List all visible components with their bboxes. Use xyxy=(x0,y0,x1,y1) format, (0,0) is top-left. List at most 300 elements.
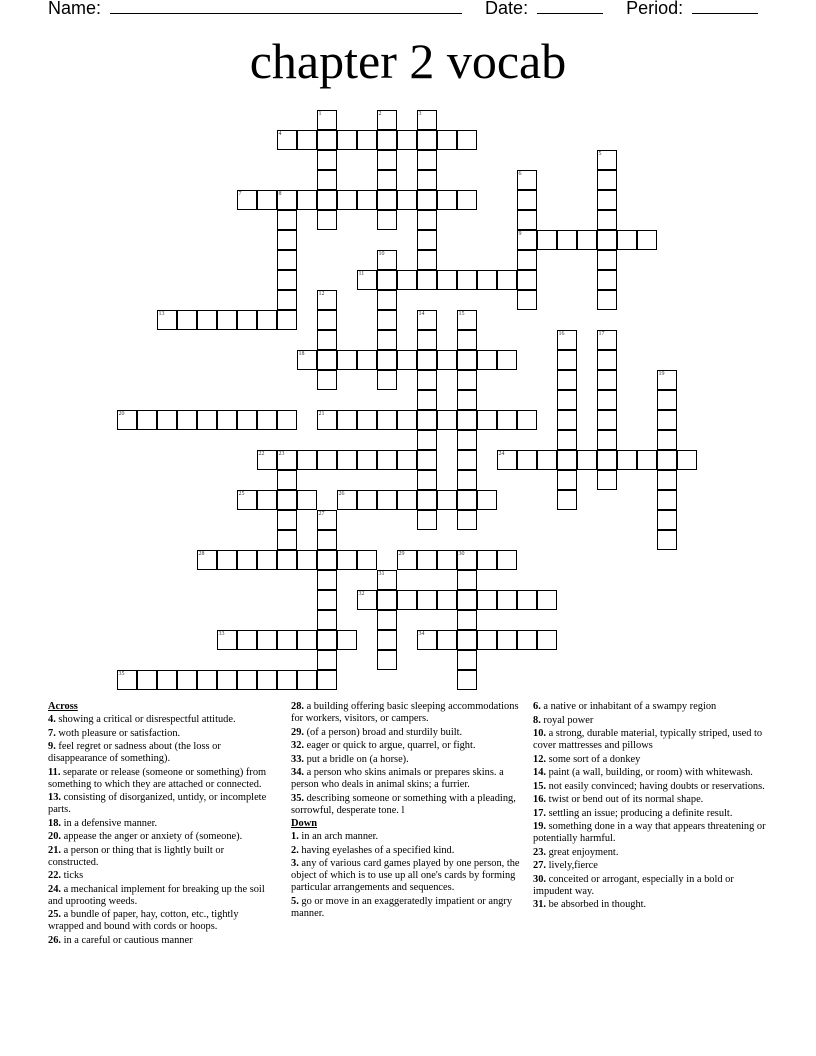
grid-cell[interactable] xyxy=(297,550,317,570)
grid-cell[interactable] xyxy=(557,390,577,410)
grid-cell[interactable] xyxy=(377,290,397,310)
grid-cell[interactable] xyxy=(337,410,357,430)
grid-cell[interactable] xyxy=(217,550,237,570)
grid-cell[interactable] xyxy=(417,210,437,230)
grid-cell[interactable] xyxy=(457,330,477,350)
grid-cell[interactable] xyxy=(197,670,217,690)
clue-number-label: 24. xyxy=(48,883,61,895)
grid-cell[interactable] xyxy=(257,490,277,510)
grid-cell[interactable] xyxy=(277,190,297,210)
grid-cell[interactable] xyxy=(417,350,437,370)
grid-cell[interactable] xyxy=(517,170,537,190)
grid-cell[interactable] xyxy=(417,510,437,530)
grid-cell[interactable] xyxy=(417,170,437,190)
grid-cell[interactable] xyxy=(237,410,257,430)
grid-cell[interactable] xyxy=(317,630,337,650)
grid-cell[interactable] xyxy=(597,190,617,210)
grid-cell[interactable] xyxy=(157,310,177,330)
grid-cell[interactable] xyxy=(517,270,537,290)
grid-cell[interactable] xyxy=(397,450,417,470)
clue-number: 27 xyxy=(318,510,325,517)
grid-cell[interactable] xyxy=(197,310,217,330)
grid-cell[interactable] xyxy=(277,530,297,550)
grid-cell[interactable] xyxy=(257,670,277,690)
grid-cell[interactable] xyxy=(297,630,317,650)
grid-cell[interactable] xyxy=(337,190,357,210)
clue-down xyxy=(533,781,769,793)
clue-across xyxy=(48,845,276,869)
grid-cell[interactable] xyxy=(597,330,617,350)
grid-cell[interactable] xyxy=(577,230,597,250)
grid-cell[interactable] xyxy=(377,450,397,470)
grid-cell[interactable] xyxy=(277,290,297,310)
grid-cell[interactable] xyxy=(477,270,497,290)
name-blank[interactable] xyxy=(110,0,462,14)
grid-cell[interactable] xyxy=(277,670,297,690)
grid-cell[interactable] xyxy=(337,450,357,470)
grid-cell[interactable] xyxy=(357,350,377,370)
grid-cell[interactable] xyxy=(417,130,437,150)
grid-cell[interactable] xyxy=(357,270,377,290)
grid-cell[interactable] xyxy=(637,230,657,250)
grid-cell[interactable] xyxy=(417,450,437,470)
grid-cell[interactable] xyxy=(417,230,437,250)
grid-cell[interactable] xyxy=(377,190,397,210)
grid-cell[interactable] xyxy=(137,410,157,430)
grid-cell[interactable] xyxy=(417,310,437,330)
grid-cell[interactable] xyxy=(417,150,437,170)
grid-cell[interactable] xyxy=(557,450,577,470)
grid-cell[interactable] xyxy=(317,290,337,310)
clue-number: 4 xyxy=(278,130,282,137)
grid-cell[interactable] xyxy=(277,310,297,330)
grid-cell[interactable] xyxy=(317,670,337,690)
grid-cell[interactable] xyxy=(257,190,277,210)
grid-cell[interactable] xyxy=(277,270,297,290)
clue-text: describing someone or something with a pleading, sorrowful, desperate tone. l xyxy=(291,792,516,816)
grid-cell[interactable] xyxy=(477,630,497,650)
grid-cell[interactable] xyxy=(417,370,437,390)
grid-cell[interactable] xyxy=(517,590,537,610)
grid-cell[interactable] xyxy=(657,430,677,450)
grid-cell[interactable] xyxy=(397,350,417,370)
grid-cell[interactable] xyxy=(457,650,477,670)
grid-cell[interactable] xyxy=(377,130,397,150)
grid-cell[interactable] xyxy=(637,450,657,470)
grid-cell[interactable] xyxy=(577,450,597,470)
clue-across xyxy=(291,727,523,739)
grid-cell[interactable] xyxy=(597,390,617,410)
grid-cell[interactable] xyxy=(317,650,337,670)
grid-cell[interactable] xyxy=(377,110,397,130)
grid-cell[interactable] xyxy=(437,270,457,290)
grid-cell[interactable] xyxy=(457,470,477,490)
grid-cell[interactable] xyxy=(477,490,497,510)
grid-cell[interactable] xyxy=(497,450,517,470)
grid-cell[interactable] xyxy=(477,550,497,570)
grid-cell[interactable] xyxy=(457,490,477,510)
grid-cell[interactable] xyxy=(517,210,537,230)
grid-cell[interactable] xyxy=(457,430,477,450)
grid-cell[interactable] xyxy=(377,570,397,590)
grid-cell[interactable] xyxy=(597,250,617,270)
grid-cell[interactable] xyxy=(197,550,217,570)
grid-cell[interactable] xyxy=(357,550,377,570)
grid-cell[interactable] xyxy=(617,450,637,470)
grid-cell[interactable] xyxy=(657,470,677,490)
grid-cell[interactable] xyxy=(377,210,397,230)
grid-cell[interactable] xyxy=(237,630,257,650)
grid-cell[interactable] xyxy=(657,370,677,390)
grid-cell[interactable] xyxy=(237,490,257,510)
grid-cell[interactable] xyxy=(317,450,337,470)
clue-text: a mechanical implement for breaking up the soil and uprooting weeds. xyxy=(48,883,265,907)
grid-cell[interactable] xyxy=(417,630,437,650)
grid-cell[interactable] xyxy=(657,490,677,510)
grid-cell[interactable] xyxy=(457,610,477,630)
clue-across xyxy=(48,792,276,816)
grid-cell[interactable] xyxy=(437,410,457,430)
grid-cell[interactable] xyxy=(417,390,437,410)
grid-cell[interactable] xyxy=(297,350,317,370)
grid-cell[interactable] xyxy=(597,430,617,450)
grid-cell[interactable] xyxy=(497,410,517,430)
grid-cell[interactable] xyxy=(477,410,497,430)
grid-cell[interactable] xyxy=(557,230,577,250)
grid-cell[interactable] xyxy=(297,490,317,510)
clue-number-label: 22. xyxy=(48,870,61,881)
grid-cell[interactable] xyxy=(357,130,377,150)
grid-cell[interactable] xyxy=(317,570,337,590)
clue-across xyxy=(291,701,523,725)
grid-cell[interactable] xyxy=(497,350,517,370)
grid-cell[interactable] xyxy=(237,670,257,690)
grid-cell[interactable] xyxy=(437,550,457,570)
grid-cell[interactable] xyxy=(557,430,577,450)
grid-cell[interactable] xyxy=(517,410,537,430)
grid-cell[interactable] xyxy=(557,350,577,370)
grid-cell[interactable] xyxy=(237,310,257,330)
grid-cell[interactable] xyxy=(597,450,617,470)
grid-cell[interactable] xyxy=(257,310,277,330)
clue-text: royal power xyxy=(540,714,594,726)
grid-cell[interactable] xyxy=(437,490,457,510)
grid-cell[interactable] xyxy=(437,590,457,610)
grid-cell[interactable] xyxy=(377,350,397,370)
grid-cell[interactable] xyxy=(597,210,617,230)
grid-cell[interactable] xyxy=(597,470,617,490)
grid-cell[interactable] xyxy=(257,550,277,570)
clue-text: go or move in an exaggeratedly impatient or angry manner. xyxy=(291,895,513,919)
date-blank[interactable] xyxy=(537,0,603,14)
grid-cell[interactable] xyxy=(277,210,297,230)
grid-cell[interactable] xyxy=(217,310,237,330)
grid-cell[interactable] xyxy=(377,630,397,650)
grid-cell[interactable] xyxy=(357,190,377,210)
grid-cell[interactable] xyxy=(217,630,237,650)
grid-cell[interactable] xyxy=(477,350,497,370)
grid-cell[interactable] xyxy=(457,370,477,390)
grid-cell[interactable] xyxy=(337,490,357,510)
grid-cell[interactable] xyxy=(317,110,337,130)
grid-cell[interactable] xyxy=(457,590,477,610)
clue-number: 11 xyxy=(358,270,365,277)
grid-cell[interactable] xyxy=(557,370,577,390)
grid-cell[interactable] xyxy=(317,190,337,210)
clue-number-label: 35. xyxy=(291,792,304,804)
clue-number: 25 xyxy=(238,490,245,497)
grid-cell[interactable] xyxy=(317,510,337,530)
grid-cell[interactable] xyxy=(337,630,357,650)
grid-cell[interactable] xyxy=(317,530,337,550)
grid-cell[interactable] xyxy=(177,410,197,430)
grid-cell[interactable] xyxy=(377,150,397,170)
grid-cell[interactable] xyxy=(437,190,457,210)
grid-cell[interactable] xyxy=(377,590,397,610)
grid-cell[interactable] xyxy=(657,510,677,530)
grid-cell[interactable] xyxy=(457,510,477,530)
grid-cell[interactable] xyxy=(317,130,337,150)
grid-cell[interactable] xyxy=(357,490,377,510)
grid-cell[interactable] xyxy=(517,250,537,270)
grid-cell[interactable] xyxy=(597,230,617,250)
grid-cell[interactable] xyxy=(437,130,457,150)
grid-cell[interactable] xyxy=(497,550,517,570)
grid-cell[interactable] xyxy=(597,170,617,190)
grid-cell[interactable] xyxy=(397,550,417,570)
grid-cell[interactable] xyxy=(117,410,137,430)
grid-cell[interactable] xyxy=(297,670,317,690)
grid-cell[interactable] xyxy=(317,350,337,370)
grid-cell[interactable] xyxy=(417,330,437,350)
clue-down xyxy=(533,808,769,820)
grid-cell[interactable] xyxy=(557,470,577,490)
grid-cell[interactable] xyxy=(657,410,677,430)
clue-down xyxy=(291,831,523,843)
grid-cell[interactable] xyxy=(617,230,637,250)
grid-cell[interactable] xyxy=(257,630,277,650)
grid-cell[interactable] xyxy=(537,230,557,250)
clue-number: 15 xyxy=(458,310,465,317)
clue-text: having eyelashes of a specified kind. xyxy=(298,844,455,856)
grid-cell[interactable] xyxy=(597,290,617,310)
grid-cell[interactable] xyxy=(457,270,477,290)
grid-cell[interactable] xyxy=(317,330,337,350)
grid-cell[interactable] xyxy=(377,270,397,290)
grid-cell[interactable] xyxy=(377,650,397,670)
grid-cell[interactable] xyxy=(277,450,297,470)
grid-cell[interactable] xyxy=(457,410,477,430)
clue-number-label: 25. xyxy=(48,909,61,920)
grid-cell[interactable] xyxy=(517,450,537,470)
grid-cell[interactable] xyxy=(377,370,397,390)
period-blank[interactable] xyxy=(692,0,758,14)
grid-cell[interactable] xyxy=(417,250,437,270)
grid-cell[interactable] xyxy=(397,190,417,210)
grid-cell[interactable] xyxy=(277,130,297,150)
grid-cell[interactable] xyxy=(277,470,297,490)
clue-number: 19 xyxy=(658,370,665,377)
grid-cell[interactable] xyxy=(277,230,297,250)
grid-cell[interactable] xyxy=(177,670,197,690)
grid-cell[interactable] xyxy=(117,670,137,690)
grid-cell[interactable] xyxy=(457,570,477,590)
grid-cell[interactable] xyxy=(377,170,397,190)
clue-number: 31 xyxy=(378,570,385,577)
grid-cell[interactable] xyxy=(197,410,217,430)
grid-cell[interactable] xyxy=(297,130,317,150)
grid-cell[interactable] xyxy=(437,630,457,650)
clue-down xyxy=(533,899,769,911)
grid-cell[interactable] xyxy=(177,310,197,330)
grid-cell[interactable] xyxy=(237,550,257,570)
clue-text: ticks xyxy=(61,870,84,881)
clue-across xyxy=(48,831,276,843)
clue-text: not easily convinced; having doubts or reservations. xyxy=(546,780,765,792)
grid-cell[interactable] xyxy=(317,210,337,230)
grid-cell[interactable] xyxy=(397,130,417,150)
grid-cell[interactable] xyxy=(277,250,297,270)
grid-cell[interactable] xyxy=(597,270,617,290)
grid-cell[interactable] xyxy=(417,490,437,510)
grid-cell[interactable] xyxy=(377,250,397,270)
grid-cell[interactable] xyxy=(457,550,477,570)
grid-cell[interactable] xyxy=(397,490,417,510)
grid-cell[interactable] xyxy=(157,670,177,690)
clue-across xyxy=(48,818,276,830)
clue-down xyxy=(533,715,769,727)
grid-cell[interactable] xyxy=(557,410,577,430)
grid-cell[interactable] xyxy=(417,590,437,610)
grid-cell[interactable] xyxy=(517,630,537,650)
grid-cell[interactable] xyxy=(497,630,517,650)
clue-down xyxy=(291,845,523,857)
grid-cell[interactable] xyxy=(217,670,237,690)
grid-cell[interactable] xyxy=(597,410,617,430)
grid-cell[interactable] xyxy=(557,490,577,510)
grid-cell[interactable] xyxy=(457,130,477,150)
grid-cell[interactable] xyxy=(157,410,177,430)
grid-cell[interactable] xyxy=(317,310,337,330)
grid-cell[interactable] xyxy=(517,290,537,310)
clue-text: a building offering basic sleeping accommodations for workers, visitors, or campers. xyxy=(291,701,519,724)
grid-cell[interactable] xyxy=(437,350,457,370)
grid-cell[interactable] xyxy=(417,110,437,130)
grid-cell[interactable] xyxy=(277,550,297,570)
grid-cell[interactable] xyxy=(377,330,397,350)
grid-cell[interactable] xyxy=(657,450,677,470)
grid-cell[interactable] xyxy=(217,410,237,430)
grid-cell[interactable] xyxy=(257,450,277,470)
grid-cell[interactable] xyxy=(537,630,557,650)
grid-cell[interactable] xyxy=(417,550,437,570)
grid-cell[interactable] xyxy=(457,390,477,410)
grid-cell[interactable] xyxy=(397,590,417,610)
grid-cell[interactable] xyxy=(317,610,337,630)
grid-cell[interactable] xyxy=(337,130,357,150)
grid-cell[interactable] xyxy=(277,510,297,530)
grid-cell[interactable] xyxy=(317,590,337,610)
grid-cell[interactable] xyxy=(317,410,337,430)
grid-cell[interactable] xyxy=(317,370,337,390)
grid-cell[interactable] xyxy=(457,190,477,210)
grid-cell[interactable] xyxy=(457,350,477,370)
grid-cell[interactable] xyxy=(477,590,497,610)
grid-cell[interactable] xyxy=(497,270,517,290)
clue-number: 18 xyxy=(298,350,305,357)
clue-down xyxy=(533,794,769,806)
grid-cell[interactable] xyxy=(417,190,437,210)
grid-cell[interactable] xyxy=(457,450,477,470)
grid-cell[interactable] xyxy=(377,610,397,630)
grid-cell[interactable] xyxy=(317,170,337,190)
grid-cell[interactable] xyxy=(357,590,377,610)
clue-text: any of various card games played by one person, the object of which is to use up all one's cards by forming particular arrangements and sequences. xyxy=(291,858,520,893)
clue-number-label: 5. xyxy=(291,895,299,907)
grid-cell[interactable] xyxy=(517,190,537,210)
clue-number-label: 2. xyxy=(291,844,299,856)
grid-cell[interactable] xyxy=(297,450,317,470)
grid-cell[interactable] xyxy=(457,310,477,330)
grid-cell[interactable] xyxy=(237,190,257,210)
grid-cell[interactable] xyxy=(657,530,677,550)
grid-cell[interactable] xyxy=(397,410,417,430)
grid-cell[interactable] xyxy=(457,670,477,690)
grid-cell[interactable] xyxy=(417,470,437,490)
grid-cell[interactable] xyxy=(537,590,557,610)
grid-cell[interactable] xyxy=(397,270,417,290)
clue-number-label: 30. xyxy=(533,873,546,885)
grid-cell[interactable] xyxy=(417,270,437,290)
clue-text: twist or bend out of its normal shape. xyxy=(546,794,704,805)
grid-cell[interactable] xyxy=(557,330,577,350)
grid-cell[interactable] xyxy=(677,450,697,470)
clue-number: 34 xyxy=(418,630,425,637)
grid-cell[interactable] xyxy=(417,410,437,430)
grid-cell[interactable] xyxy=(657,390,677,410)
grid-cell[interactable] xyxy=(317,550,337,570)
grid-cell[interactable] xyxy=(377,410,397,430)
grid-cell[interactable] xyxy=(357,450,377,470)
grid-cell[interactable] xyxy=(597,370,617,390)
grid-cell[interactable] xyxy=(417,430,437,450)
grid-cell[interactable] xyxy=(257,410,277,430)
grid-cell[interactable] xyxy=(137,670,157,690)
clue-text: feel regret or sadness about (the loss or disappearance of something). xyxy=(48,741,221,764)
grid-cell[interactable] xyxy=(277,490,297,510)
grid-cell[interactable] xyxy=(497,590,517,610)
grid-cell[interactable] xyxy=(537,450,557,470)
grid-cell[interactable] xyxy=(277,630,297,650)
clue-across xyxy=(48,909,276,933)
grid-cell[interactable] xyxy=(377,310,397,330)
clue-number: 26 xyxy=(338,490,345,497)
puzzle-title: chapter 2 vocab xyxy=(249,33,567,89)
grid-cell[interactable] xyxy=(517,230,537,250)
clue-number: 16 xyxy=(558,330,565,337)
grid-cell[interactable] xyxy=(377,490,397,510)
grid-cell[interactable] xyxy=(597,150,617,170)
grid-cell[interactable] xyxy=(357,410,377,430)
grid-cell[interactable] xyxy=(597,350,617,370)
grid-cell[interactable] xyxy=(297,190,317,210)
grid-cell[interactable] xyxy=(317,150,337,170)
grid-cell[interactable] xyxy=(457,630,477,650)
grid-cell[interactable] xyxy=(337,550,357,570)
grid-cell[interactable] xyxy=(337,350,357,370)
clue-number-label: 16. xyxy=(533,794,546,805)
grid-cell[interactable] xyxy=(277,410,297,430)
